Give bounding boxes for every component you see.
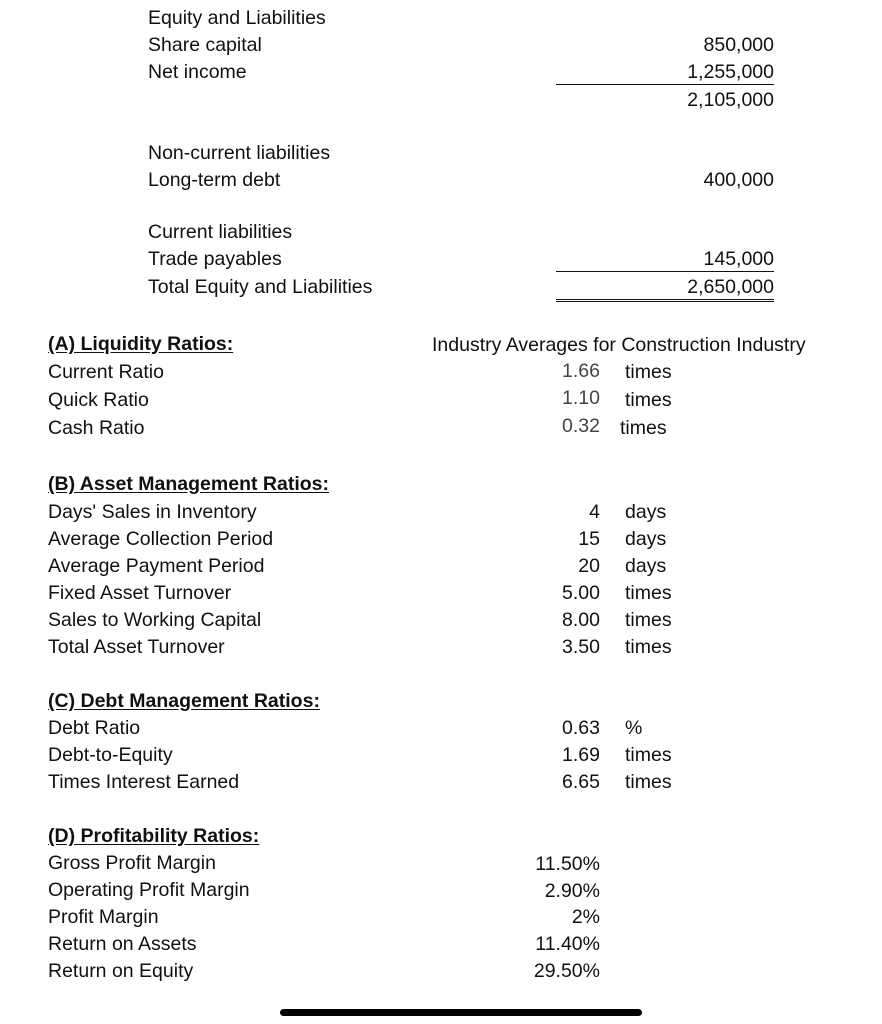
liquidity-heading: (A) Liquidity Ratios: <box>48 333 234 355</box>
trade-payables-value: 145,000 <box>703 248 774 270</box>
ratio-value: 1.66 <box>562 360 600 382</box>
ratio-value: 1.69 <box>562 744 600 766</box>
ratio-label: Current Ratio <box>48 361 164 383</box>
current-liabilities-heading: Current liabilities <box>148 221 293 243</box>
ratio-label: Total Asset Turnover <box>48 636 225 658</box>
home-indicator[interactable] <box>280 1009 642 1016</box>
subtotal-rule <box>556 84 774 85</box>
ratio-value: 4 <box>589 501 600 523</box>
ratio-unit: times <box>625 389 672 411</box>
equity-total-value: 2,105,000 <box>687 89 774 111</box>
total-rule <box>556 271 774 272</box>
ratio-label: Return on Equity <box>48 960 194 982</box>
ratio-label: Average Payment Period <box>48 555 265 577</box>
ratio-value: 11.50% <box>535 853 600 875</box>
total-equity-liabilities-value: 2,650,000 <box>687 276 774 298</box>
double-underline <box>556 299 774 302</box>
ratio-value: 0.32 <box>562 415 600 437</box>
profitability-heading: (D) Profitability Ratios: <box>48 825 260 847</box>
ratio-label: Cash Ratio <box>48 417 145 439</box>
ratio-label: Quick Ratio <box>48 389 149 411</box>
ratio-label: Debt Ratio <box>48 717 141 739</box>
ratio-unit: times <box>625 636 672 658</box>
ratio-value: 6.65 <box>562 771 600 793</box>
net-income-value: 1,255,000 <box>687 61 774 83</box>
ratio-label: Profit Margin <box>48 906 159 928</box>
ratio-label: Fixed Asset Turnover <box>48 582 232 604</box>
ratio-value: 2.90% <box>544 880 600 902</box>
ratio-label: Sales to Working Capital <box>48 609 262 631</box>
ratio-label: Operating Profit Margin <box>48 879 250 901</box>
ratio-unit: % <box>625 717 643 739</box>
net-income-label: Net income <box>148 61 247 83</box>
long-term-debt-value: 400,000 <box>703 169 774 191</box>
ratio-unit: days <box>625 501 667 523</box>
ratio-value: 3.50 <box>562 636 600 658</box>
ratio-label: Days' Sales in Inventory <box>48 501 257 523</box>
share-capital-value: 850,000 <box>703 34 774 56</box>
share-capital-label: Share capital <box>148 34 262 56</box>
ratio-unit: days <box>625 528 667 550</box>
ratio-unit: times <box>625 609 672 631</box>
ratio-label: Gross Profit Margin <box>48 852 216 874</box>
ratio-label: Times Interest Earned <box>48 771 240 793</box>
ratio-unit: times <box>625 744 672 766</box>
ratio-unit: times <box>620 417 667 439</box>
long-term-debt-label: Long-term debt <box>148 169 281 191</box>
noncurrent-liabilities-heading: Non-current liabilities <box>148 142 331 164</box>
ratio-value: 2% <box>571 906 600 928</box>
ratio-value: 20 <box>578 555 600 577</box>
ratio-unit: times <box>625 582 672 604</box>
ratio-value: 8.00 <box>562 609 600 631</box>
asset-management-heading: (B) Asset Management Ratios: <box>48 473 329 495</box>
ratio-label: Debt-to-Equity <box>48 744 173 766</box>
trade-payables-label: Trade payables <box>148 248 282 270</box>
industry-averages-heading: Industry Averages for Construction Industry <box>432 334 806 356</box>
ratio-value: 15 <box>578 528 600 550</box>
ratio-unit: times <box>625 771 672 793</box>
ratio-value: 5.00 <box>562 582 600 604</box>
ratio-label: Return on Assets <box>48 933 197 955</box>
ratio-value: 0.63 <box>562 717 600 739</box>
ratio-unit: times <box>625 361 672 383</box>
ratio-value: 29.50% <box>533 960 600 982</box>
total-equity-liabilities-label: Total Equity and Liabilities <box>148 276 373 298</box>
equity-liabilities-heading: Equity and Liabilities <box>148 7 326 29</box>
ratio-value: 1.10 <box>562 387 600 409</box>
ratio-value: 11.40% <box>535 933 600 955</box>
ratio-unit: days <box>625 555 667 577</box>
ratio-label: Average Collection Period <box>48 528 274 550</box>
debt-management-heading: (C) Debt Management Ratios: <box>48 690 320 712</box>
